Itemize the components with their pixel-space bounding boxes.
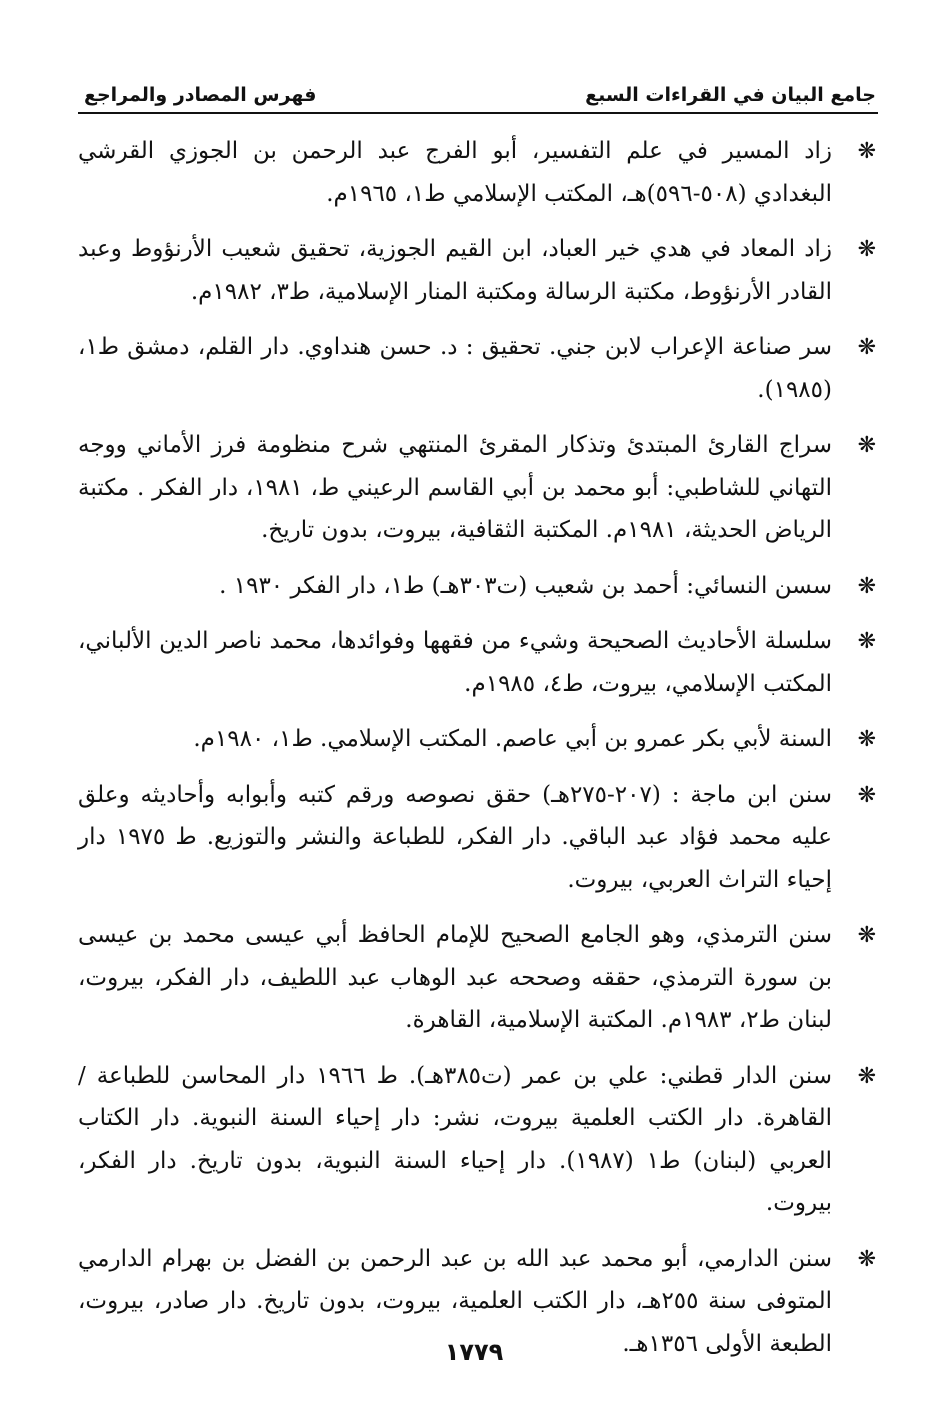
- book-title: جامع البيان في القراءات السبع: [585, 84, 876, 106]
- bibliography-entry: [78, 326, 876, 411]
- bullet-star-icon: ❋: [857, 139, 876, 164]
- bullet-star-icon: ❋: [857, 1246, 876, 1272]
- bibliography-entry: [78, 130, 876, 215]
- entry-text: سنن ابن ماجة : (٢٠٧-٢٧٥هـ) حقق نصوصه ورقم كتبه وأبوابه وأحاديثه وعلق عليه محمد فؤاد عبد الباقي. دار الفكر، للطباعة والنشر والتوزيع. ط ١٩٧٥ دار إحياء التراث العربي، بيروت.: [78, 781, 832, 893]
- bullet-star-icon: ❋: [857, 433, 876, 458]
- bullet-star-icon: ❋: [857, 237, 876, 262]
- bibliography-entry: [78, 620, 876, 705]
- bullet-star-icon: ❋: [857, 1063, 876, 1089]
- bibliography-entry: [78, 914, 876, 1042]
- bibliography-entry: [78, 424, 876, 552]
- entry-text: سنن الدار قطني: علي بن عمر (ت٣٨٥هـ). ط ١٩٦٦ دار المحاسن للطباعة / القاهرة. دار الكتب العلمية بيروت، نشر: دار إحياء السنة النبوية. دار الكتاب العربي (لبنان) ط١ (١٩٨٧). دار إحياء السنة النبوية، بدون تاريخ. دار الفكر، بيروت.: [78, 1062, 832, 1216]
- running-header: [84, 66, 876, 106]
- bibliography-entry: [78, 1055, 876, 1225]
- entry-text: سنن الدارمي، أبو محمد عبد الله بن عبد الرحمن بن الفضل بن بهرام الدارمي المتوفى سنة ٢٥٥هـ، دار الكتب العلمية، بيروت، بدون تاريخ. دار صادر، بيروت، الطبعة الأولى ١٣٥٦هـ.: [78, 1245, 832, 1357]
- bibliography-entry: [78, 774, 876, 902]
- bibliography-list: [78, 130, 876, 1378]
- header-rule: [78, 112, 878, 114]
- bibliography-entry: [78, 228, 876, 313]
- bullet-star-icon: ❋: [857, 782, 876, 808]
- bullet-star-icon: ❋: [857, 573, 876, 599]
- entry-text: زاد المعاد في هدي خير العباد، ابن القيم الجوزية، تحقيق شعيب الأرنؤوط وعبد القادر الأرنؤوط، مكتبة الرسالة ومكتبة المنار الإسلامية، ط٣، ١٩٨٢م.: [78, 236, 832, 305]
- bullet-star-icon: ❋: [857, 727, 876, 752]
- entry-text: السنة لأبي بكر عمرو بن أبي عاصم. المكتب الإسلامي. ط١، ١٩٨٠م.: [193, 726, 832, 752]
- bullet-star-icon: ❋: [857, 629, 876, 654]
- section-title: فهرس المصادر والمراجع: [84, 84, 317, 106]
- bibliography-entry: [78, 718, 876, 761]
- bullet-star-icon: ❋: [857, 923, 876, 948]
- entry-text: سر صناعة الإعراب لابن جني. تحقيق : د. حسن هنداوي. دار القلم، دمشق ط١، (١٩٨٥).: [78, 334, 832, 403]
- entry-text: سنن الترمذي، وهو الجامع الصحيح للإمام الحافظ أبي عيسى محمد بن عيسى بن سورة الترمذي، حققه وصححه عبد الوهاب عبد اللطيف، دار الفكر، بيروت، لبنان ط٢، ١٩٨٣م. المكتبة الإسلامية، القاهرة.: [78, 922, 832, 1033]
- entry-text: سلسلة الأحاديث الصحيحة وشيء من فقهها وفوائدها، محمد ناصر الدين الألباني، المكتب الإسلامي، بيروت، ط٤، ١٩٨٥م.: [78, 628, 832, 697]
- bibliography-entry: [78, 565, 876, 608]
- entry-text: سسن النسائي: أحمد بن شعيب (ت٣٠٣هـ) ط١، دار الفكر ١٩٣٠ .: [219, 572, 832, 599]
- page-number: ١٧٧٩: [444, 1338, 504, 1366]
- bullet-star-icon: ❋: [857, 335, 876, 360]
- entry-text: سراج القارئ المبتدئ وتذكار المقرئ المنتهي شرح منظومة فرز الأماني ووجه التهاني للشاطبي: أبو محمد بن أبي القاسم الرعيني ط، ١٩٨١، دار الفكر . مكتبة الرياض الحديثة، ١٩٨١م. المكتبة الثقافية، بيروت، بدون تاريخ.: [78, 432, 832, 543]
- entry-text: زاد المسير في علم التفسير، أبو الفرج عبد الرحمن بن الجوزي القرشي البغدادي (٥٠٨-٥٩٦)هـ، المكتب الإسلامي ط١، ١٩٦٥م.: [78, 138, 832, 207]
